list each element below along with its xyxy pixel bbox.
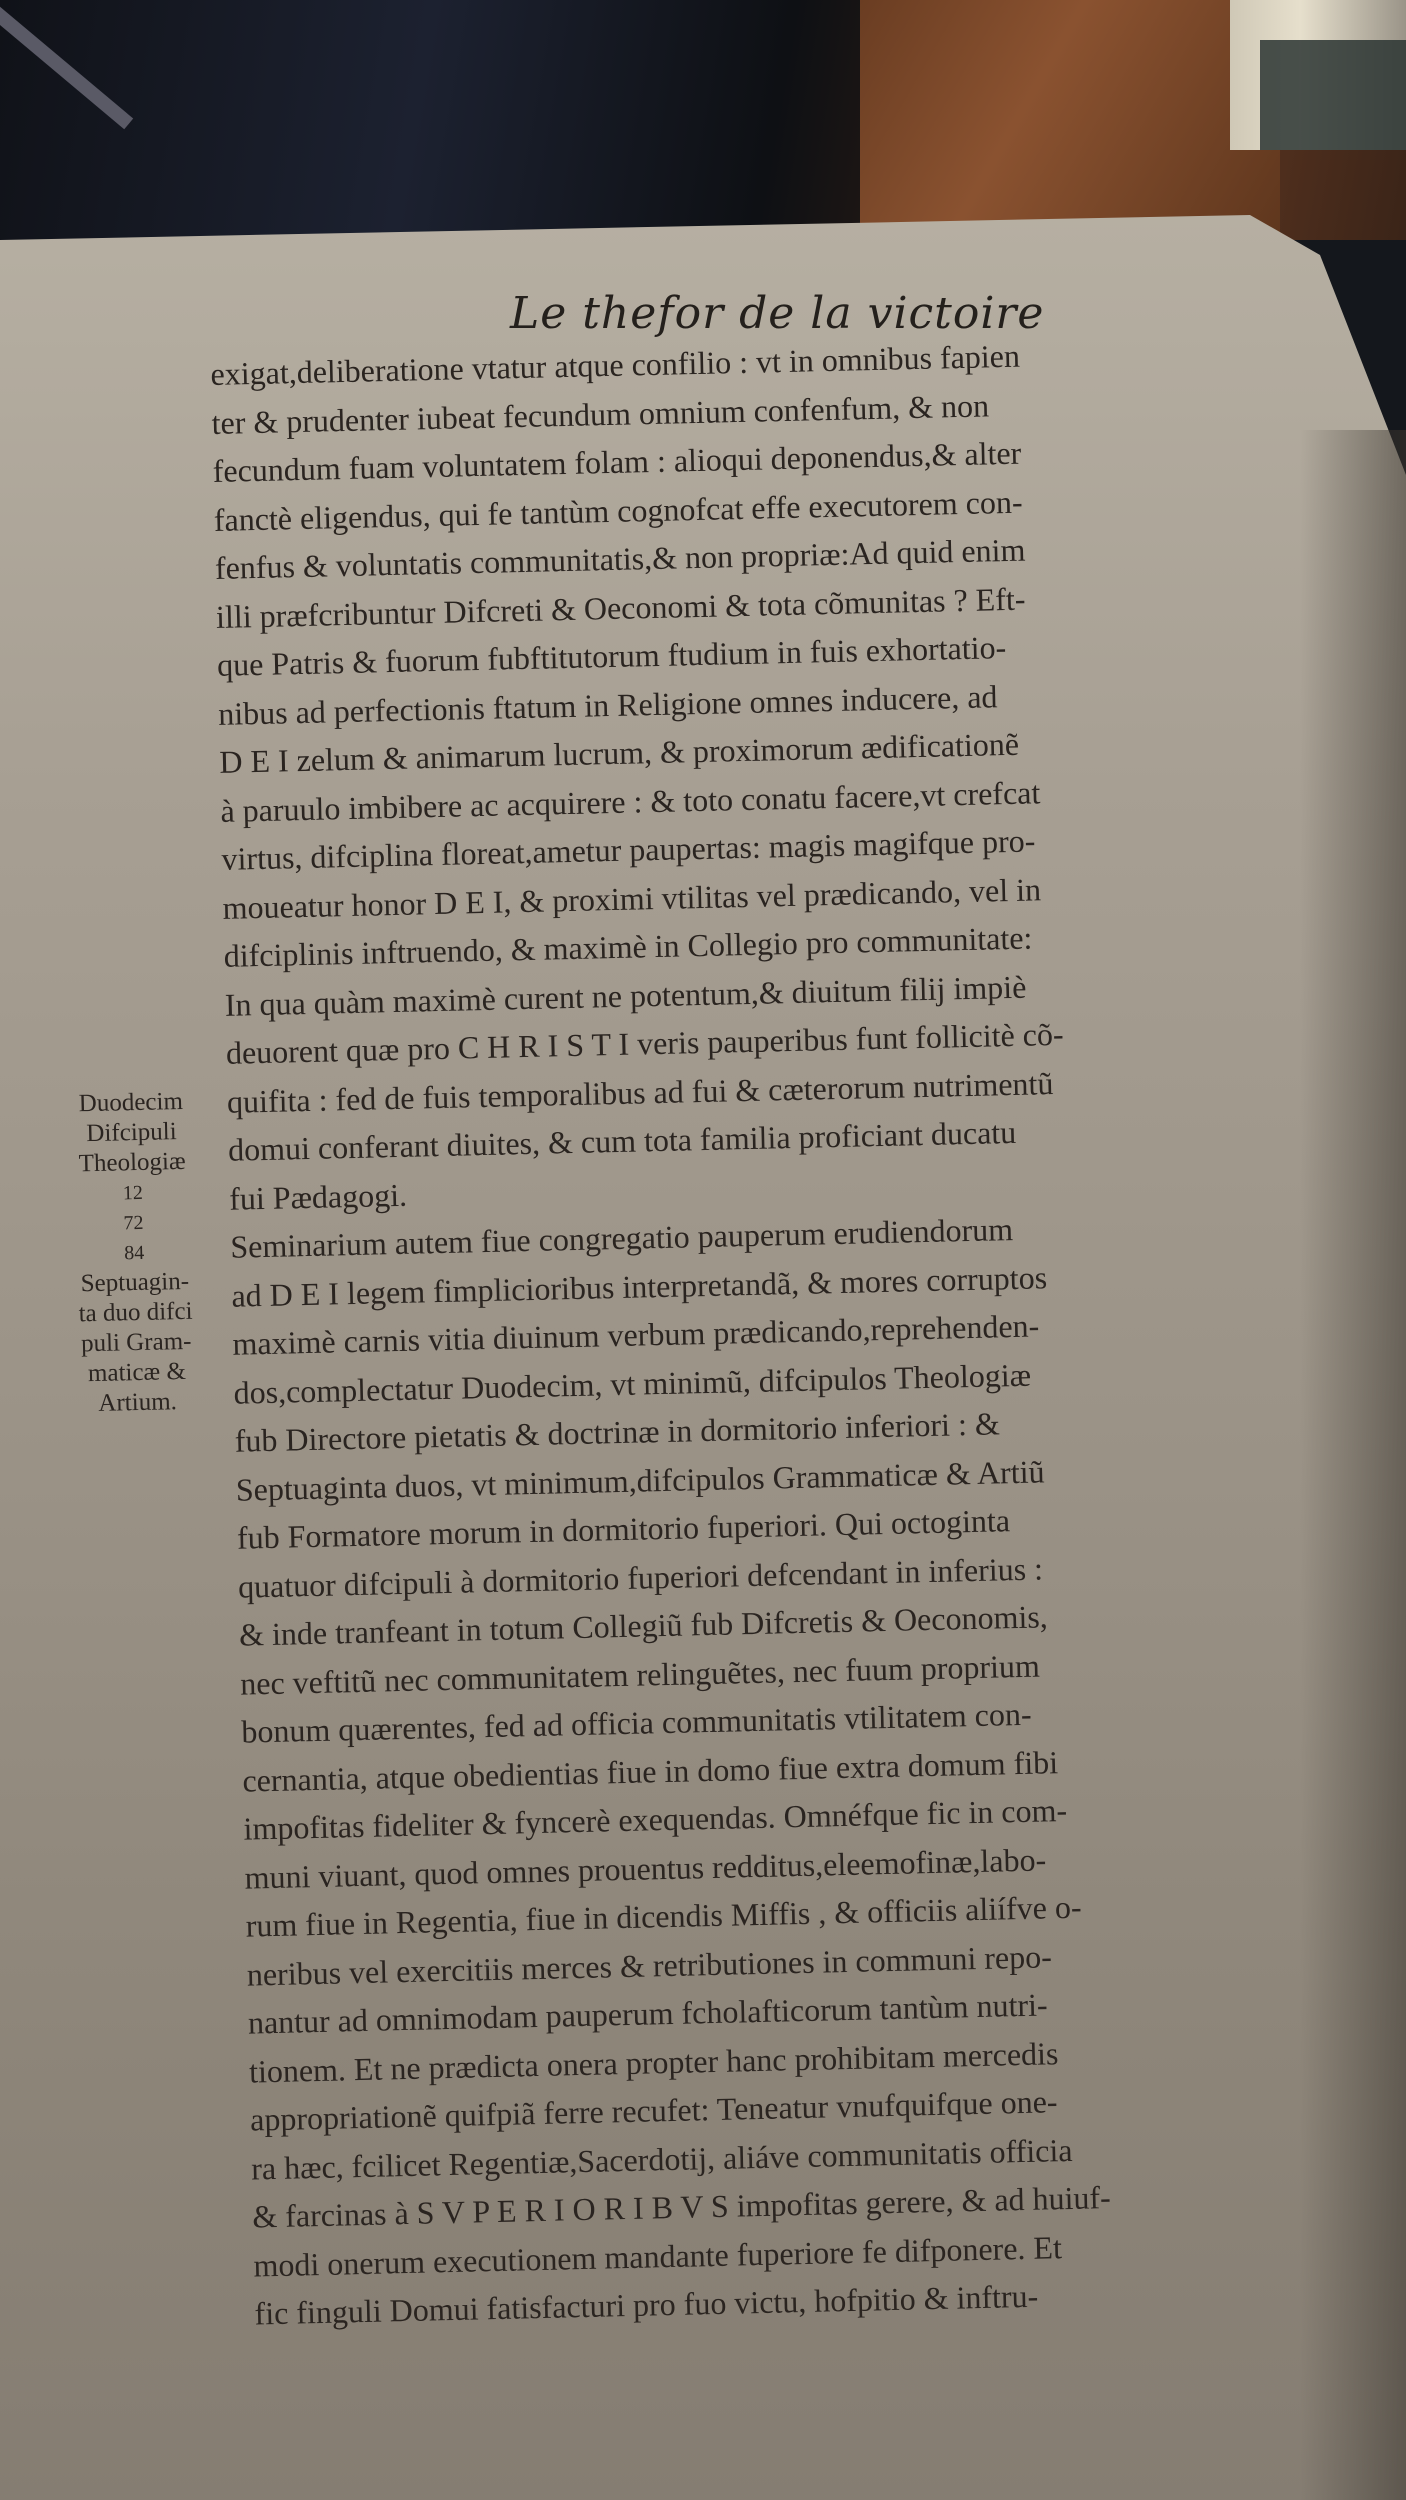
text-line: D E I zelum & animarum lucrum, & proximorum ædificationẽ [218,725,1020,780]
marginal-number: 84 [123,1241,145,1265]
text-line: appropriationẽ quifpiã ferre recufet: Teneatur vnufquifque one- [249,2083,1058,2138]
marginal-line: Septuagin- [80,1267,190,1298]
text-line: nibus ad perfectionis ftatum in Religione omnes inducere, ad [217,677,998,732]
text-line: nec veftitũ nec communitatem relinguẽtes, nec fuum proprium [239,1647,1041,1702]
marginal-line: Artium. [98,1388,178,1417]
text-line: moueatur honor D E I, & proximi vtilitas vel prædicando, vel in [222,870,1042,926]
text-line: Septuaginta duos, vt minimum,difcipulos Grammaticæ & Artiũ [235,1452,1045,1508]
text-line: nantur ad omnimodam pauperum fcholafticorum tantùm nutri- [247,1986,1048,2041]
text-line: dos,complectatur Duodecim, vt minimũ, difcipulos Theologiæ [233,1356,1032,1411]
text-line: fenfus & voluntatis communitatis,& non propriæ:Ad quid enim [214,531,1026,586]
marginal-line: puli Gram- [80,1327,192,1358]
text-line: & farcinas à S V P E R I O R I B V S impofitas gerere, & ad huiuf- [251,2179,1112,2235]
text-line: fic finguli Domui fatisfacturi pro fuo victu, hofpitio & inftru- [254,2277,1039,2332]
text-line: maximè carnis vitia diuinum verbum prædicando,reprehenden- [232,1307,1040,1362]
text-line: quifita : fed de fuis temporalibus ad fui & cæterorum nutrimentũ [226,1064,1054,1120]
body-text [210,325,1345,2338]
text-line: ter & prudenter iubeat fecundum omnium confenfum, & non [211,386,990,441]
text-line: à paruulo imbibere ac acquirere : & toto conatu facere,vt crefcat [220,773,1041,829]
text-line: modi onerum executionem mandante fuperiore fe difponere. Et [253,2228,1063,2284]
text-line: bonum quærentes, fed ad officia communitatis vtilitatem con- [240,1695,1032,1750]
marginal-line: Theologiæ [78,1147,186,1178]
text-line: difciplinis inftruendo, & maximè in Collegio pro communitate: [223,919,1033,974]
text-line: fui Pædagogi. [228,1176,408,1217]
running-head: Le thefor de la victoire [510,288,1045,339]
text-line: neribus vel exercitiis merces & retributiones in communi repo- [246,1937,1053,1993]
text-line: & inde tranfeant in totum Collegiũ fub Difcretis & Oeconomis, [238,1598,1049,1653]
text-line: illi præfcribuntur Difcreti & Oeconomi & tota cõmunitas ? Eft- [215,580,1026,635]
text-line: deuorent quæ pro C H R I S T I veris pauperibus funt follicitè cõ- [225,1015,1064,1071]
marginal-line: Duodecim [78,1087,184,1118]
text-line: quatuor difcipuli à dormitorio fuperiori defcendant in inferius : [237,1549,1044,1605]
marginal-note [48,1086,220,1420]
text-line: fub Directore pietatis & doctrinæ in dormitorio inferiori : & [234,1405,1001,1459]
text-line: Seminarium autem fiue congregatio pauperum erudiendorum [229,1211,1014,1265]
marginal-number: 72 [123,1211,144,1235]
text-line: que Patris & fuorum fubftitutorum ftudium in fuis exhortatio- [216,629,1007,683]
background-book-cover [1260,40,1406,150]
text-line: fub Formatore morum in dormitorio fuperiori. Qui octoginta [236,1502,1011,1556]
marginal-line: Difcipuli [86,1118,177,1148]
text-line: tionem. Et ne prædicta onera propter hanc prohibitam mercedis [248,2034,1059,2090]
text-line: In qua quàm maximè curent ne potentum,& diuitum filij impiè [224,968,1027,1023]
text-line: virtus, difciplina floreat,ametur paupertas: magis magifque pro- [221,822,1036,877]
text-line: cernantia, atque obedientias fiue in domo fiue extra domum fibi [242,1743,1059,1799]
text-line: muni viuant, quod omnes prouentus redditus,eleemofinæ,labo- [244,1840,1047,1896]
text-line: exigat,deliberatione vtatur atque confilio : vt in omnibus fapien [210,337,1021,392]
text-line: impofitas fideliter & fyncerè exequendas. Omnéfque fic in com- [243,1791,1068,1847]
background-wood-table [860,0,1280,250]
text-line: fanctè eligendus, qui fe tantùm cognofcat effe executorem con- [213,483,1023,538]
text-line: ra hæc, fcilicet Regentiæ,Sacerdotij, aliáve communitatis officia [250,2131,1073,2187]
text-line: fecundum fuam voluntatem folam : alioqui deponendus,& alter [212,434,1022,489]
marginal-line: maticæ & [87,1357,187,1388]
text-line: domui conferant diuites, & cum tota familia proficiant ducatu [227,1113,1017,1168]
marginal-line: ta duo difci [78,1297,193,1328]
text-line: rum fiue in Regentia, fiue in dicendis Miffis , & officiis aliífve o- [245,1888,1082,1944]
marginal-number: 12 [122,1181,144,1205]
text-line: ad D E I legem fimplicioribus interpretandã, & mores corruptos [231,1258,1048,1314]
